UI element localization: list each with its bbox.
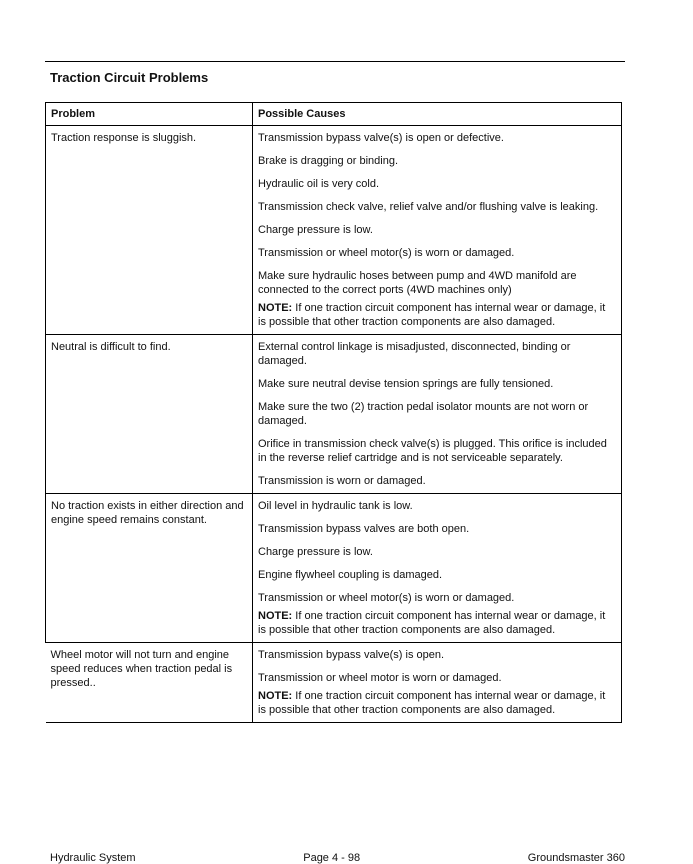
cause-item	[258, 377, 616, 391]
table-header-row	[46, 103, 622, 126]
problem-cell: Wheel motor will not turn and engine speed reduces when traction pedal is pressed..	[46, 643, 253, 723]
cause-text: If one traction circuit component has internal wear or damage, it is possible that other traction components are also damaged.	[258, 610, 606, 636]
note-text	[258, 689, 616, 717]
cause-text: Make sure the two (2) traction pedal isolator mounts are not worn or damaged.	[258, 401, 589, 427]
cause-text: Make sure hydraulic hoses between pump and 4WD manifold are connected to the correct ports (4WD machines only)	[258, 270, 577, 296]
table-row	[46, 494, 622, 643]
note-label: NOTE:	[258, 690, 293, 702]
cause-text: If one traction circuit component has internal wear or damage, it is possible that other traction components are also damaged.	[258, 302, 606, 328]
note-label: NOTE:	[258, 610, 293, 622]
cause-item	[258, 223, 616, 237]
problem-cell: Traction response is sluggish.	[46, 126, 253, 335]
footer-right: Groundsmaster 360	[527, 852, 625, 864]
possible-causes-cell	[253, 335, 622, 494]
possible-causes-cell	[253, 643, 622, 723]
cause-item	[258, 400, 616, 428]
table-body	[46, 126, 622, 723]
possible-causes-cell	[253, 126, 622, 335]
troubleshooting-table	[45, 102, 622, 723]
cause-item	[258, 671, 616, 685]
footer-center: Page 4 - 98	[303, 852, 361, 864]
cause-item	[258, 568, 616, 582]
cause-item	[258, 474, 616, 488]
footer-left: Hydraulic System	[50, 852, 136, 864]
cause-item	[258, 269, 616, 297]
cause-item	[258, 499, 616, 513]
cause-item	[258, 131, 616, 145]
cause-item	[258, 437, 616, 465]
note-text	[258, 609, 616, 637]
header-possible-causes: Possible Causes	[253, 103, 622, 126]
cause-item	[258, 154, 616, 168]
cause-text: Orifice in transmission check valve(s) is plugged. This orifice is included in the reverse relief cartridge and is not serviceable separately.	[258, 438, 607, 464]
cause-item	[258, 177, 616, 191]
cause-text: External control linkage is misadjusted, disconnected, binding or damaged.	[258, 341, 571, 367]
cause-text: Transmission or wheel motor(s) is worn or damaged.	[258, 247, 515, 259]
cause-item	[258, 246, 616, 260]
cause-text: Transmission is worn or damaged.	[258, 475, 426, 487]
problem-cell: No traction exists in either direction and engine speed remains constant.	[46, 494, 253, 643]
top-horizontal-rule	[45, 61, 625, 62]
table-row	[46, 643, 622, 723]
cause-text: Make sure neutral devise tension springs are fully tensioned.	[258, 378, 554, 390]
cause-text: Transmission or wheel motor(s) is worn or damaged.	[258, 592, 515, 604]
cause-text: Transmission check valve, relief valve and/or flushing valve is leaking.	[258, 201, 599, 213]
cause-text: Transmission bypass valve(s) is open or defective.	[258, 132, 504, 144]
cause-text: If one traction circuit component has internal wear or damage, it is possible that other traction components are also damaged.	[258, 690, 606, 716]
problem-cell: Neutral is difficult to find.	[46, 335, 253, 494]
cause-text: Charge pressure is low.	[258, 224, 373, 236]
table-row	[46, 335, 622, 494]
note-label: NOTE:	[258, 302, 293, 314]
note-text	[258, 301, 616, 329]
cause-text: Hydraulic oil is very cold.	[258, 178, 380, 190]
cause-text: Charge pressure is low.	[258, 546, 373, 558]
cause-text: Transmission or wheel motor is worn or damaged.	[258, 672, 502, 684]
cause-text: Oil level in hydraulic tank is low.	[258, 500, 413, 512]
cause-item	[258, 545, 616, 559]
cause-item	[258, 591, 616, 605]
cause-text: Engine flywheel coupling is damaged.	[258, 569, 443, 581]
cause-item	[258, 522, 616, 536]
section-title: Traction Circuit Problems	[50, 70, 209, 85]
header-problem: Problem	[46, 103, 253, 126]
cause-text: Transmission bypass valve(s) is open.	[258, 649, 445, 661]
cause-item	[258, 648, 616, 662]
cause-text: Transmission bypass valves are both open.	[258, 523, 470, 535]
possible-causes-cell	[253, 494, 622, 643]
cause-item	[258, 340, 616, 368]
table-row	[46, 126, 622, 335]
cause-text: Brake is dragging or binding.	[258, 155, 399, 167]
cause-item	[258, 200, 616, 214]
page-footer	[50, 852, 625, 864]
